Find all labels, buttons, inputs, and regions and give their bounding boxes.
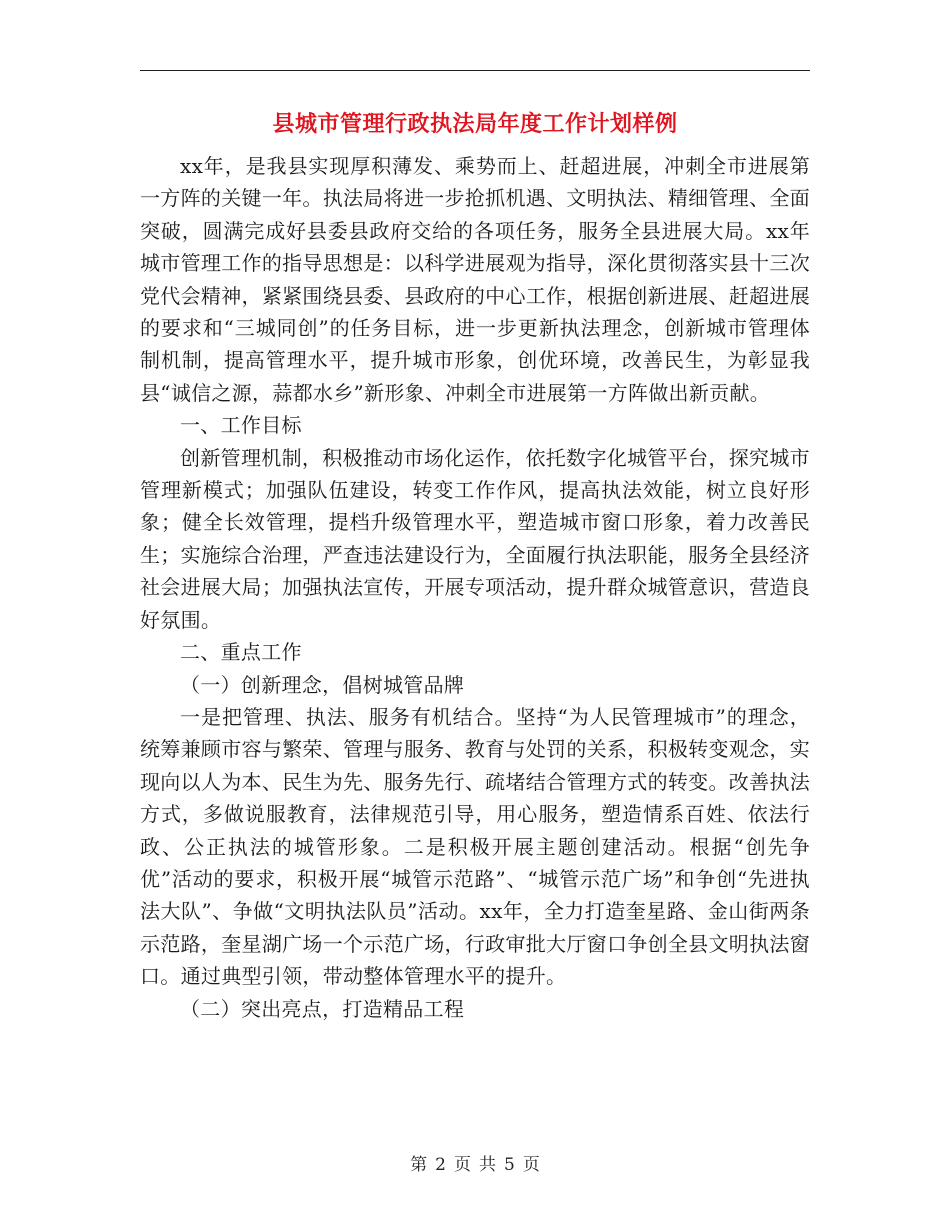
paragraph-intro: xx年，是我县实现厚积薄发、乘势而上、赶超进展，冲刺全市进展第一方阵的关键一年。执法局将进一步抢抓机遇、文明执法、精细管理、全面突破，圆满完成好县委县政府交给的各项任务，服务全县进展大局。xx年城市管理工作的指导思想是：以科学进展观为指导，深化贯彻落实县十三次党代会精神，紧紧围绕县委、县政府的中心工作，根据创新进展、赶超进展的要求和“三城同创”的任务目标，进一步更新执法理念，创新城市管理体制机制，提高管理水平，提升城市形象，创优环境，改善民生，为彰显我县“诚信之源，蒜都水乡”新形象、冲刺全市进展第一方阵做出新贡献。 (140, 154, 810, 405)
footer-page-unit: 页 (454, 1155, 471, 1175)
paragraph-work-goals: 创新管理机制，积极推动市场化运作，依托数字化城管平台，探究城市管理新模式；加强队伍建设，转变工作作风，提高执法效能，树立良好形象；健全长效管理，提档升级管理水平，塑造城市窗口形象，着力改善民生；实施综合治理，严查违法建设行为，全面履行执法职能，服务全县经济社会进展大局；加强执法宣传，开展专项活动，提升群众城管意识，营造良好氛围。 (140, 445, 810, 632)
footer-total-unit: 页 (522, 1155, 540, 1175)
document-title: 县城市管理行政执法局年度工作计划样例 (272, 111, 678, 137)
page-footer (140, 1153, 810, 1177)
heading-key-work: 二、重点工作 (180, 640, 302, 665)
subheading-highlight-projects: （二）突出亮点，打造精品工程 (180, 996, 465, 1021)
paragraph-innovate-concept: 一是把管理、执法、服务有机结合。坚持“为人民管理城市”的理念，统筹兼顾市容与繁荣、管理与服务、教育与处罚的关系，积极转变观念，实现向以人为本、民生为先、服务先行、疏堵结合管理方式的转变。改善执法方式，多做说服教育，法律规范引导，用心服务，塑造情系百姓、依法行政、公正执法的城管形象。二是积极开展主题创建活动。根据“创先争优”活动的要求，积极开展“城管示范路”、“城管示范广场”和争创“先进执法大队”、争做“文明执法队员”活动。xx年，全力打造奎星路、金山街两条示范路，奎星湖广场一个示范广场，行政审批大厅窗口争创全县文明执法窗口。通过典型引领，带动整体管理水平的提升。 (140, 704, 810, 989)
footer-current-page: 2 (435, 1155, 446, 1175)
header-rule (140, 70, 810, 71)
heading-work-goals: 一、工作目标 (180, 413, 302, 438)
footer-prefix: 第 (410, 1155, 428, 1175)
footer-total-prefix: 共 (479, 1155, 496, 1175)
subheading-innovate-concept: （一）创新理念，倡树城管品牌 (180, 672, 465, 697)
document-body (140, 150, 810, 1025)
footer-total-pages: 5 (504, 1155, 515, 1175)
